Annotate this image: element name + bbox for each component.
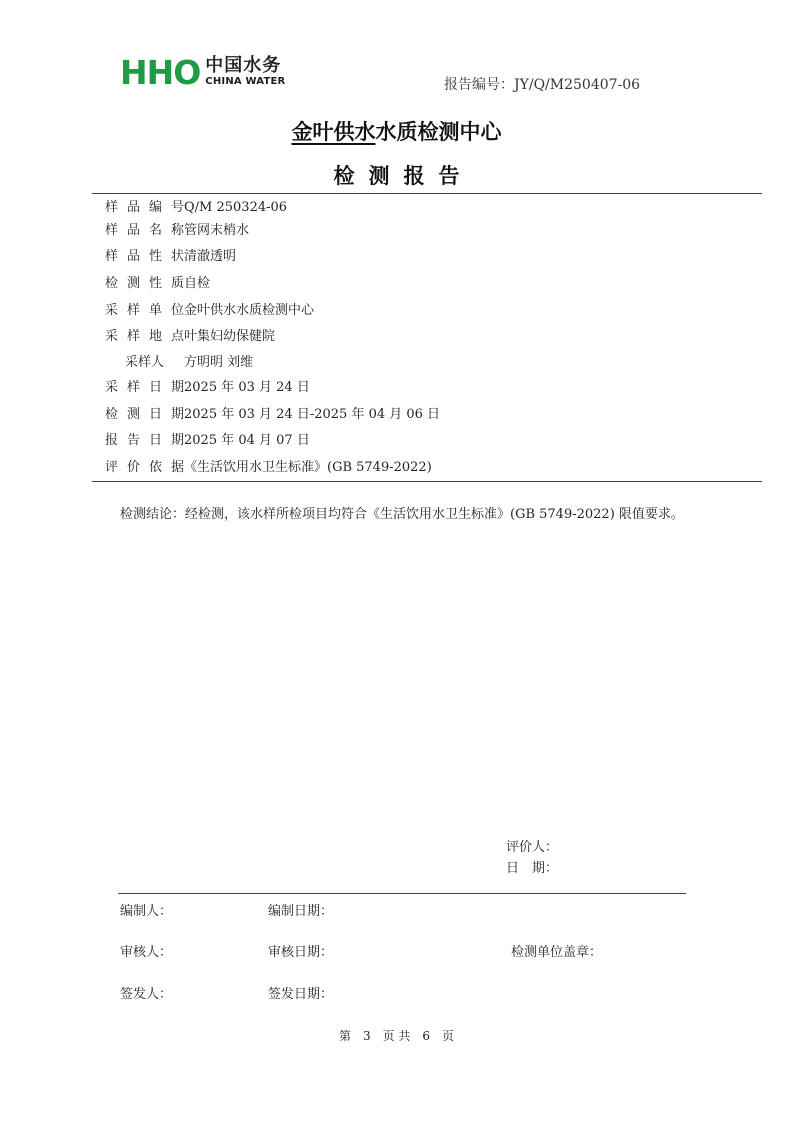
info-label: 采样日期 <box>105 380 184 395</box>
organization-title-underlined: 金叶供水 <box>291 120 376 144</box>
testing-unit-seal-label: 检测单位盖章： <box>511 945 603 960</box>
info-label: 采样单位 <box>105 303 184 318</box>
info-label: 样品名称 <box>105 223 184 238</box>
info-value: 管网末梢水 <box>184 223 250 238</box>
info-label: 采样地点 <box>105 329 184 344</box>
organization-title <box>0 116 793 146</box>
info-value: 自检 <box>184 276 211 291</box>
organization-title-rest: 水质检测中心 <box>375 120 502 144</box>
info-label: 样品编号 <box>105 200 184 215</box>
reviewer-label: 审核人： <box>120 945 173 960</box>
footer-divider <box>118 893 686 894</box>
document-title: 检测报告 <box>333 164 474 188</box>
info-label: 采样人 <box>124 355 164 370</box>
info-label: 报告日期 <box>105 433 184 448</box>
info-label: 检测性质 <box>105 276 184 291</box>
info-value: 2025 年 03 月 24 日 <box>184 380 310 395</box>
info-row-test-date <box>105 404 440 426</box>
info-row-sampling-unit <box>105 300 314 322</box>
evaluation-date-label: 日 期： <box>506 861 559 876</box>
middle-divider <box>92 481 762 482</box>
issue-date-label: 签发日期： <box>268 987 334 1002</box>
issuer-label: 签发人： <box>120 987 173 1002</box>
info-value: 《生活饮用水卫生标准》(GB 5749-2022) <box>184 460 432 475</box>
info-value: 叶集妇幼保健院 <box>184 329 276 344</box>
info-value: 2025 年 03 月 24 日-2025 年 04 月 06 日 <box>184 407 441 422</box>
info-row-sample-id <box>105 197 287 219</box>
info-row-sampler <box>105 352 253 374</box>
company-logo <box>120 54 285 90</box>
report-number: 报告编号：JY/Q/M250407-06 <box>444 77 641 93</box>
logo-mark: HHO <box>120 52 201 92</box>
compiler-label: 编制人： <box>120 904 173 919</box>
info-value: 方明明 刘维 <box>184 355 254 370</box>
info-row-sampling-date <box>105 377 310 399</box>
info-value: 金叶供水水质检测中心 <box>184 303 315 318</box>
top-divider <box>92 193 762 194</box>
evaluator-label: 评价人： <box>506 840 559 855</box>
info-label: 样品性状 <box>105 249 184 264</box>
logo-text <box>205 57 285 87</box>
test-conclusion: 检测结论：经检测，该水样所检项目均符合《生活饮用水卫生标准》(GB 5749-2022) 限值要求。 <box>120 507 684 522</box>
info-label: 检测日期 <box>105 407 184 422</box>
logo-english-name: CHINA WATER <box>205 76 286 87</box>
compile-date-label: 编制日期： <box>268 904 334 919</box>
info-value: Q/M 250324-06 <box>184 200 288 215</box>
info-row-sample-appearance <box>105 246 236 268</box>
page-number: 第 3 页 共 6 页 <box>338 1029 455 1043</box>
info-row-test-type <box>105 273 210 295</box>
info-label: 评价依据 <box>105 460 184 475</box>
info-row-sampling-location <box>105 326 275 348</box>
info-value: 清澈透明 <box>184 249 237 264</box>
info-row-evaluation-basis <box>105 457 432 479</box>
info-row-report-date <box>105 430 310 452</box>
info-row-sample-name <box>105 220 249 242</box>
info-value: 2025 年 04 月 07 日 <box>184 433 310 448</box>
logo-chinese-name: 中国水务 <box>205 55 282 76</box>
review-date-label: 审核日期： <box>268 945 334 960</box>
